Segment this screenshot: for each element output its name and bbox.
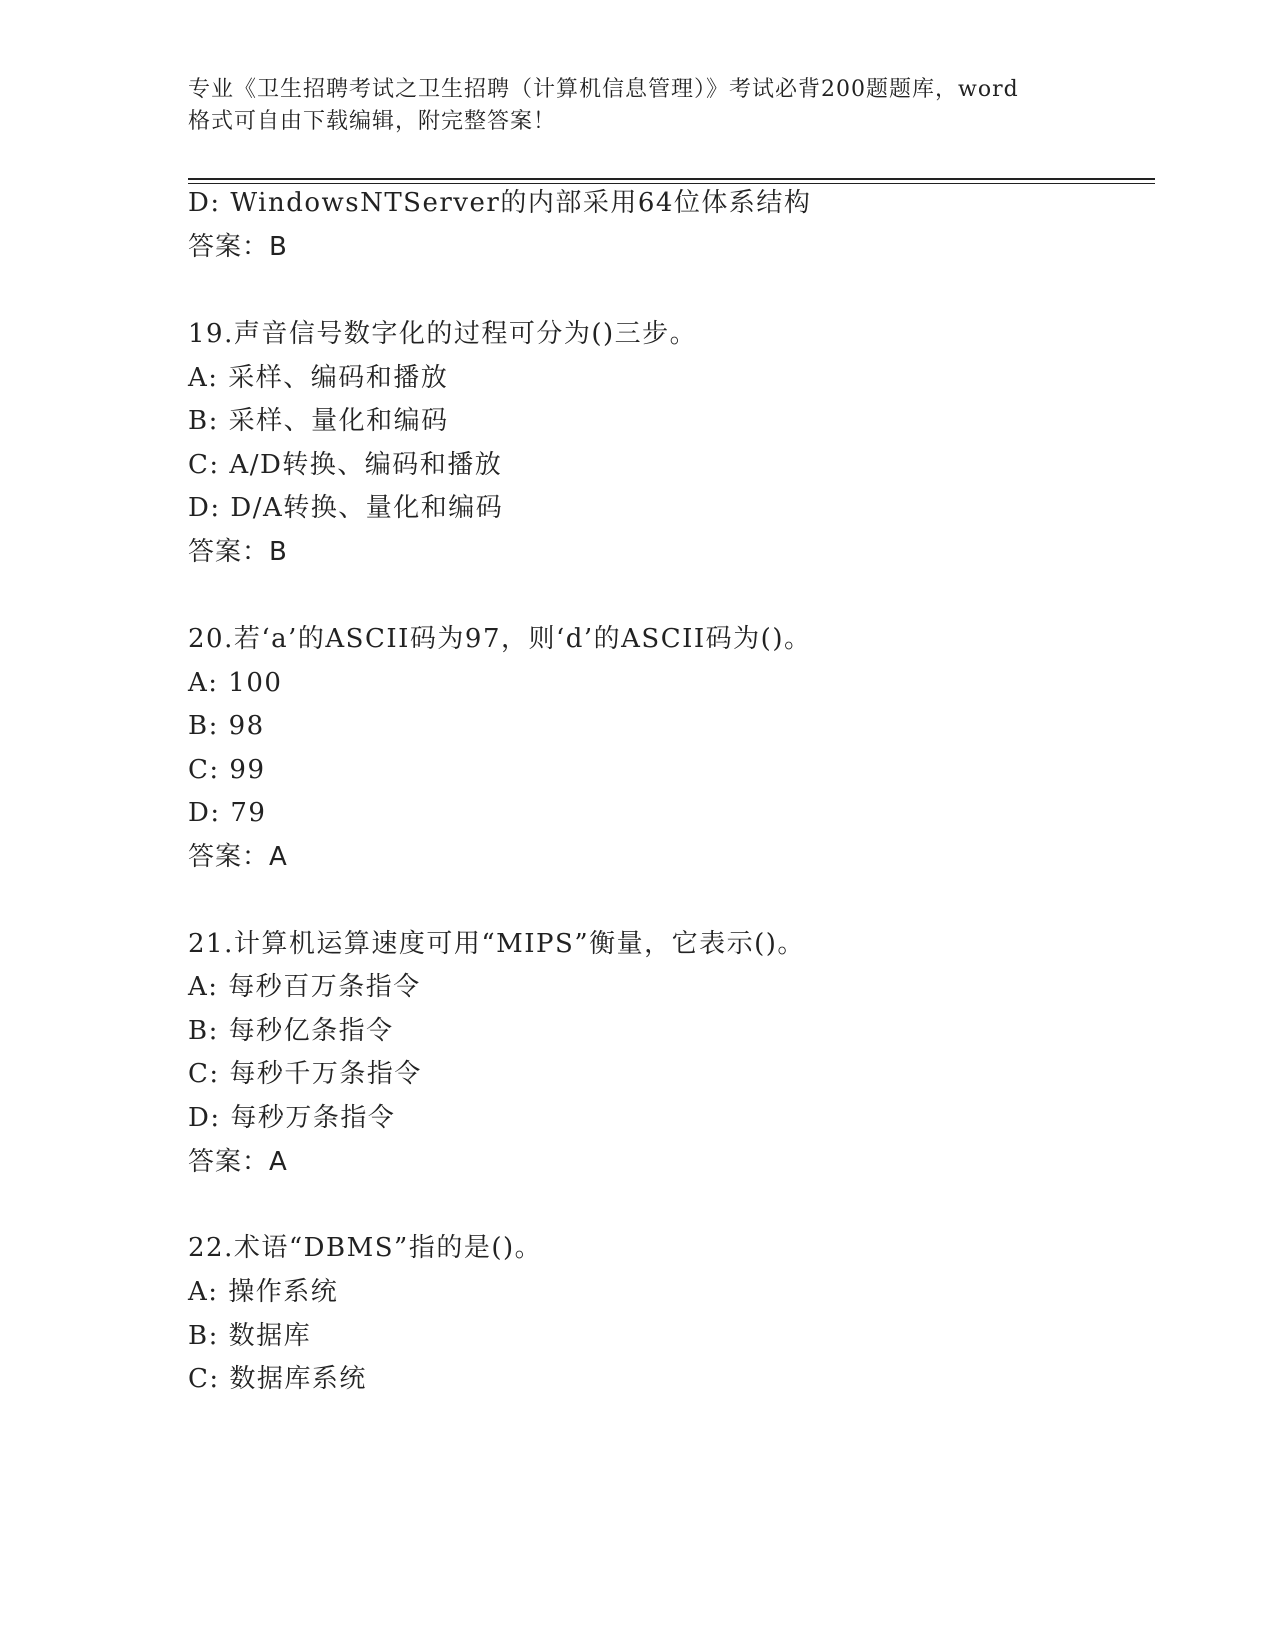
question-19-option-b: B: 采样、量化和编码 <box>188 406 449 436</box>
document-header <box>188 74 1088 138</box>
question-19-option-c: C: A/D转换、编码和播放 <box>188 450 503 480</box>
prev-answer: 答案：B <box>188 232 288 262</box>
question-21-option-a: A: 每秒百万条指令 <box>188 972 421 1002</box>
header-line-1: 专业《卫生招聘考试之卫生招聘（计算机信息管理）》考试必背200题题库，word <box>188 77 1019 102</box>
question-19-option-d: D: D/A转换、量化和编码 <box>188 493 504 523</box>
question-19-answer: 答案：B <box>188 537 288 567</box>
question-22-option-c: C: 数据库系统 <box>188 1364 367 1394</box>
question-19-option-a: A: 采样、编码和播放 <box>188 363 449 393</box>
question-20-answer: 答案：A <box>188 842 288 872</box>
question-21-stem: 21.计算机运算速度可用“MIPS”衡量，它表示()。 <box>188 929 805 959</box>
question-21-option-b: B: 每秒亿条指令 <box>188 1016 394 1046</box>
question-22-stem: 22.术语“DBMS”指的是()。 <box>188 1233 543 1263</box>
question-21-option-c: C: 每秒千万条指令 <box>188 1059 422 1089</box>
question-21-option-d: D: 每秒万条指令 <box>188 1103 396 1133</box>
prev-option-d: D: WindowsNTServer的内部采用64位体系结构 <box>188 188 812 218</box>
header-line-2: 格式可自由下载编辑，附完整答案！ <box>188 109 557 134</box>
question-22-option-a: A: 操作系统 <box>188 1277 339 1307</box>
question-20-option-b: B: 98 <box>188 711 265 741</box>
header-divider-thick <box>188 178 1155 180</box>
question-20-option-c: C: 99 <box>188 755 266 785</box>
question-21-answer: 答案：A <box>188 1147 288 1177</box>
question-20-stem: 20.若‘a’的ASCII码为97，则‘d’的ASCII码为()。 <box>188 624 812 654</box>
question-20-option-a: A: 100 <box>188 668 283 698</box>
question-22-option-b: B: 数据库 <box>188 1321 312 1351</box>
header-divider-thin <box>188 183 1155 184</box>
question-19-stem: 19.声音信号数字化的过程可分为()三步。 <box>188 319 698 349</box>
question-20-option-d: D: 79 <box>188 798 267 828</box>
